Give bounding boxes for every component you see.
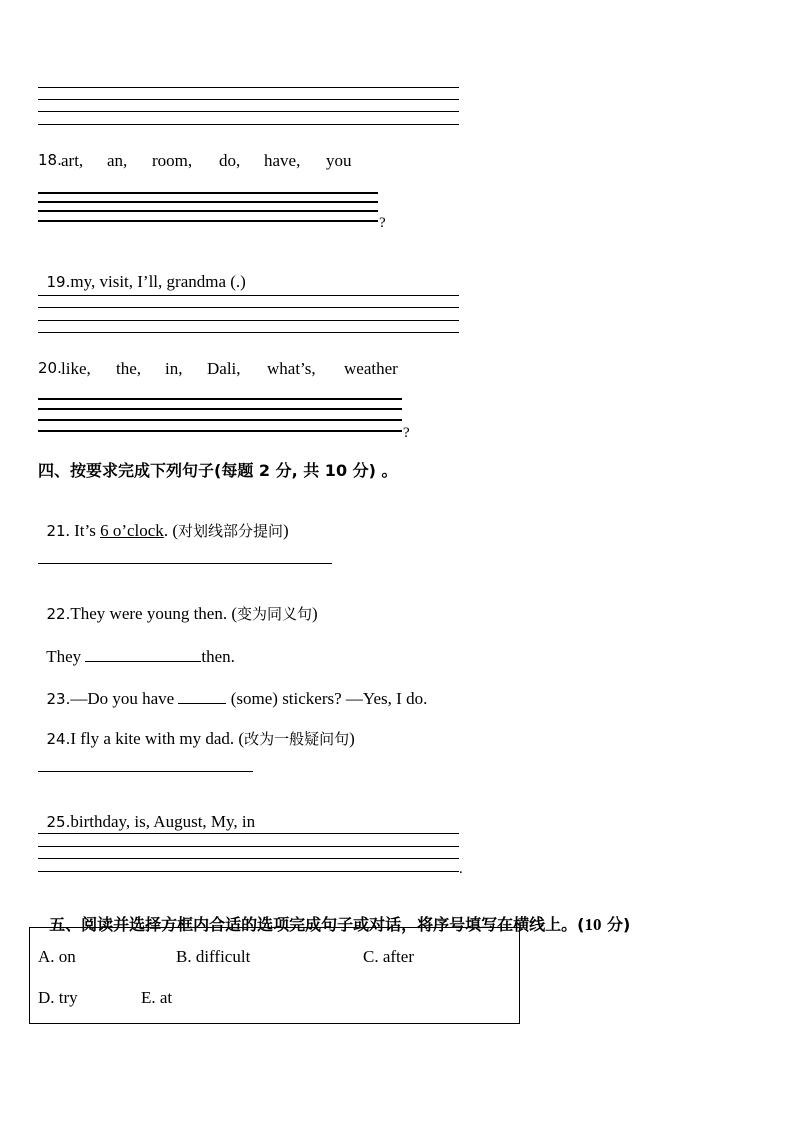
answer-line[interactable] xyxy=(38,771,253,772)
instruction-note: 改为一般疑问句 xyxy=(244,730,350,748)
question-19 xyxy=(38,256,246,290)
answer-line[interactable] xyxy=(38,563,332,564)
fill-blank[interactable] xyxy=(178,689,226,704)
word: room, xyxy=(152,151,193,170)
period: . xyxy=(459,861,463,877)
word: art, xyxy=(61,151,84,170)
answer-line[interactable] xyxy=(38,307,459,308)
question-text: my, visit, I’ll, grandma (.) xyxy=(70,272,246,291)
question-text: I fly a kite with my dad. ( xyxy=(70,729,245,748)
word: have, xyxy=(264,151,301,170)
options-box xyxy=(29,927,520,1024)
answer-line[interactable] xyxy=(38,858,459,859)
underlined-text: 6 o’clock xyxy=(100,521,164,540)
question-number: 23. xyxy=(46,690,71,708)
answer-line[interactable] xyxy=(38,124,459,125)
answer-line[interactable] xyxy=(38,430,402,432)
section-title: 五、阅读并选择方框内合适的选项完成句子或对话，将序号填写在横线上。( xyxy=(49,915,585,934)
answer-line[interactable] xyxy=(38,332,459,333)
option-d: D. try xyxy=(38,988,78,1007)
answer-line[interactable] xyxy=(38,192,378,194)
word: like, xyxy=(61,359,91,378)
question-mark: ? xyxy=(379,215,386,231)
question-text: . It’s xyxy=(65,521,101,540)
answer-line[interactable] xyxy=(38,220,378,222)
word: the, xyxy=(116,359,142,378)
instruction-note: 对划线部分提问 xyxy=(177,522,283,540)
answer-line[interactable] xyxy=(38,419,402,421)
answer-line[interactable] xyxy=(38,201,378,203)
word: in, xyxy=(165,359,183,378)
question-text: —Do you have xyxy=(70,689,179,708)
option-c: C. after xyxy=(363,947,414,966)
word: do, xyxy=(219,151,241,170)
question-number: 24. xyxy=(46,730,71,748)
answer-line[interactable] xyxy=(38,295,459,296)
answer-line[interactable] xyxy=(38,408,402,410)
option-a: A. on xyxy=(38,947,76,966)
section-unit: 分) xyxy=(601,915,631,934)
answer-line[interactable] xyxy=(38,833,459,834)
question-text: birthday, is, August, My, in xyxy=(70,812,256,831)
question-number: 20. xyxy=(38,359,62,377)
question-text: (some) stickers? —Yes, I do. xyxy=(226,689,428,708)
answer-line[interactable] xyxy=(38,210,378,212)
answer-prefix: They xyxy=(46,647,86,666)
question-text: They were young then. ( xyxy=(70,604,237,623)
fill-blank[interactable] xyxy=(85,647,201,662)
word: Dali, xyxy=(207,359,241,378)
answer-suffix: then. xyxy=(201,647,235,666)
answer-line[interactable] xyxy=(38,398,402,400)
option-e: E. at xyxy=(141,988,173,1007)
option-b: B. difficult xyxy=(176,947,251,966)
answer-line[interactable] xyxy=(38,320,459,321)
question-mark: ? xyxy=(403,425,410,441)
question-number: 19. xyxy=(46,273,71,291)
answer-line[interactable] xyxy=(38,99,459,100)
word: weather xyxy=(344,359,398,378)
question-21 xyxy=(38,505,289,539)
question-text: ) xyxy=(283,521,289,540)
question-number: 18. xyxy=(38,151,62,169)
word: you xyxy=(326,151,352,170)
section-score: 10 xyxy=(584,915,602,934)
question-text: ) xyxy=(349,729,355,748)
question-25 xyxy=(38,796,255,830)
section-4-heading: 四、按要求完成下列句子(每题 2 分, 共 10 分) 。 xyxy=(38,461,398,480)
question-text: ) xyxy=(312,604,318,623)
question-text: . ( xyxy=(163,521,178,540)
answer-line[interactable] xyxy=(38,871,459,872)
answer-line[interactable] xyxy=(38,87,459,88)
question-22 xyxy=(38,588,318,622)
question-number: 21 xyxy=(46,522,66,540)
answer-line[interactable] xyxy=(38,111,459,112)
answer-line[interactable] xyxy=(38,846,459,847)
question-23 xyxy=(38,672,427,707)
word: an, xyxy=(107,151,128,170)
question-number: 22. xyxy=(46,605,71,623)
question-22-answer xyxy=(38,630,235,665)
instruction-note: 变为同义句 xyxy=(237,605,313,623)
question-number: 25. xyxy=(46,813,71,831)
question-24 xyxy=(38,713,355,747)
word: what’s, xyxy=(267,359,316,378)
